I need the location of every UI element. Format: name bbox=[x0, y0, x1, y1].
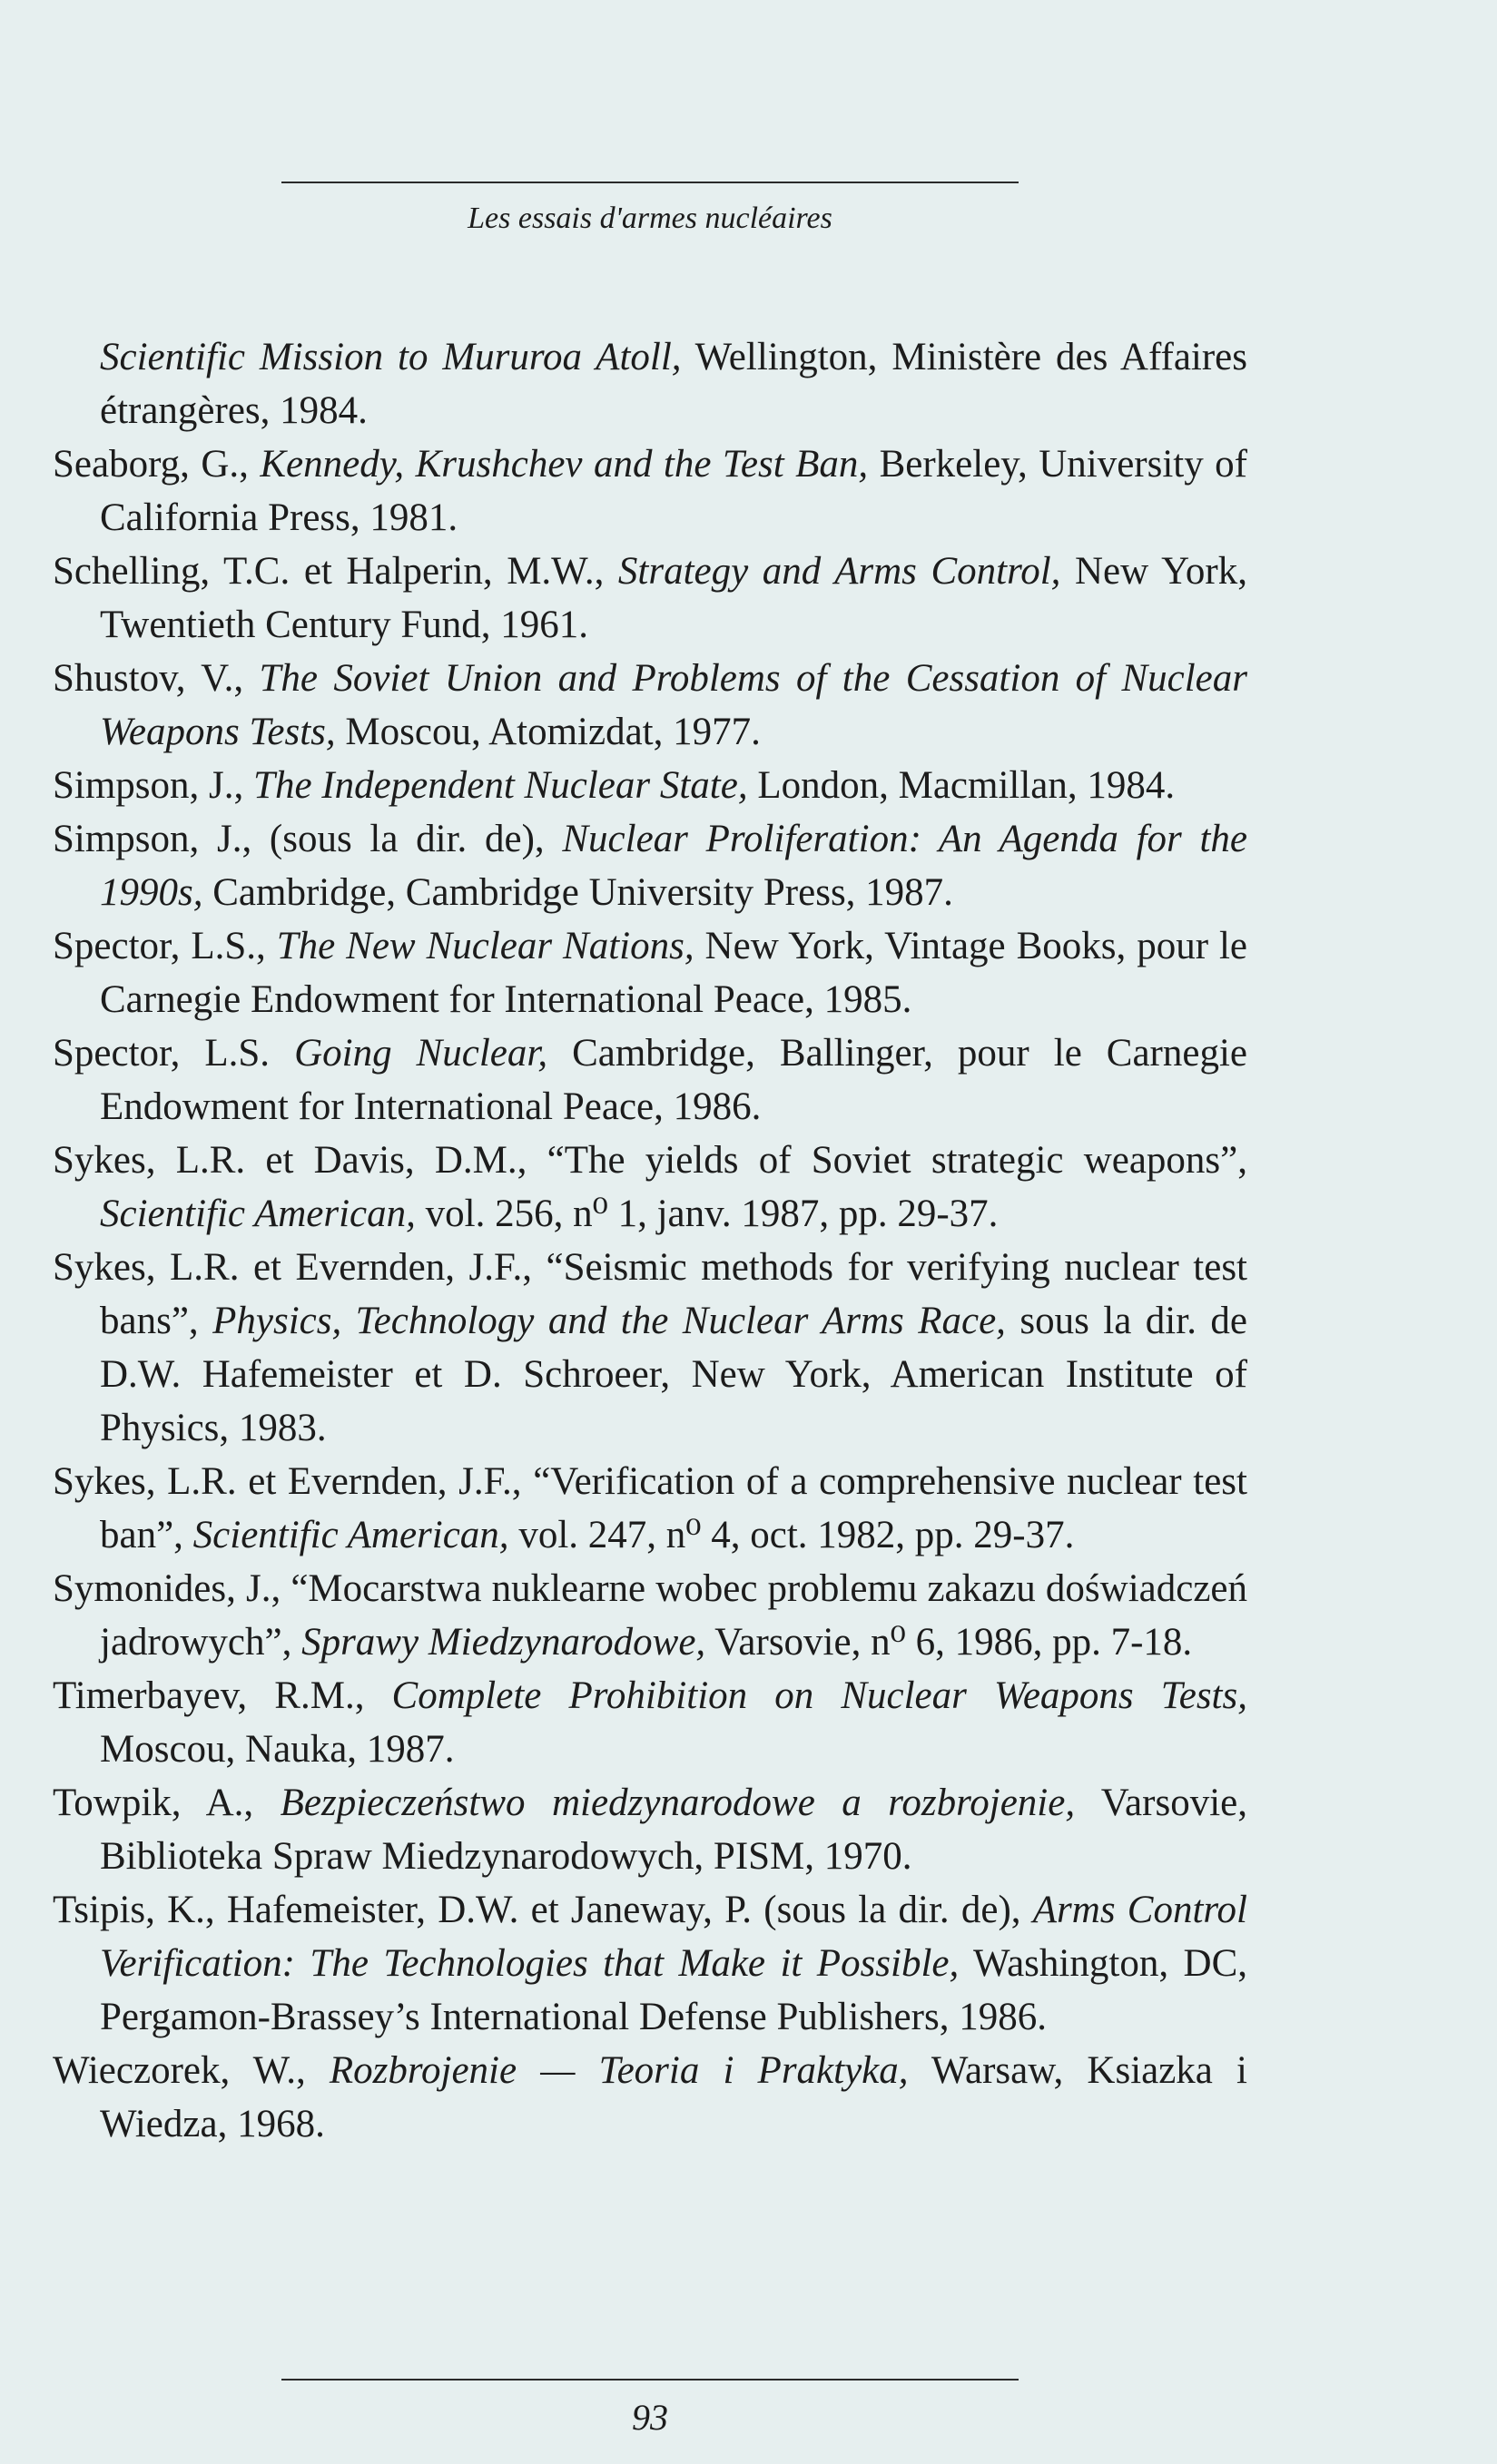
bibliography-entry bbox=[53, 759, 1247, 812]
bibliography-entry bbox=[53, 330, 1247, 437]
entry-text: Wieczorek, W., bbox=[53, 2049, 330, 2092]
running-title: Les essais d'armes nucléaires bbox=[468, 201, 832, 235]
entry-title: Complete Prohibition on Nuclear Weapons Tests, bbox=[391, 1674, 1247, 1717]
entry-text: Schelling, T.C. et Halperin, M.W., bbox=[53, 550, 618, 593]
entry-title: The Independent Nuclear State, bbox=[253, 764, 748, 807]
entry-text: Shustov, V., bbox=[53, 657, 260, 700]
bibliography-list bbox=[53, 330, 1247, 2151]
bibliography-entry bbox=[53, 545, 1247, 652]
bibliography-entry bbox=[53, 1026, 1247, 1134]
entry-text: Towpik, A., bbox=[53, 1782, 281, 1824]
bibliography-entry bbox=[53, 1241, 1247, 1455]
bibliography-entry bbox=[53, 437, 1247, 545]
page-number: 93 bbox=[632, 2397, 668, 2438]
entry-text: Sykes, L.R. et Davis, D.M., “The yields of Soviet strategic weapons”, bbox=[53, 1139, 1247, 1182]
entry-text: Timerbayev, R.M., bbox=[53, 1674, 392, 1717]
entry-title: Scientific American, bbox=[192, 1514, 509, 1556]
entry-text: Simpson, J., (sous la dir. de), bbox=[53, 818, 563, 860]
entry-text: New York, Twentieth Century Fund, 1961. bbox=[100, 550, 1247, 646]
entry-text: Washington, DC, Pergamon-Brassey’s International Defense Publishers, 1986. bbox=[100, 1942, 1247, 2038]
entry-text: Moscou, Atomizdat, 1977. bbox=[335, 711, 761, 753]
entry-title: Strategy and Arms Control, bbox=[617, 550, 1061, 593]
entry-text: vol. 256, n⁰ 1, janv. 1987, pp. 29-37. bbox=[415, 1193, 999, 1235]
bibliography-entry bbox=[53, 1134, 1247, 1241]
entry-title: The New Nuclear Nations, bbox=[276, 925, 694, 967]
footer-rule bbox=[281, 2379, 1019, 2381]
entry-title: Kennedy, Krushchev and the Test Ban, bbox=[260, 443, 869, 486]
entry-text: Varsovie, n⁰ 6, 1986, pp. 7-18. bbox=[705, 1621, 1193, 1664]
entry-text: Seaborg, G., bbox=[53, 443, 261, 486]
bibliography-entry bbox=[53, 2044, 1247, 2151]
entry-title: The Soviet Union and Problems of the Cessation of Nuclear Weapons Tests, bbox=[100, 657, 1247, 753]
entry-title: Scientific American, bbox=[100, 1193, 416, 1235]
entry-title: Physics, Technology and the Nuclear Arms Race, bbox=[212, 1300, 1006, 1342]
bibliography-entry bbox=[53, 919, 1247, 1026]
entry-title: Nuclear Proliferation: An Agenda for the 1990s, bbox=[100, 818, 1247, 914]
entry-text: Cambridge, Ballinger, pour le Carnegie Endowment for International Peace, 1986. bbox=[100, 1032, 1247, 1128]
bibliography-entry bbox=[53, 812, 1247, 919]
entry-text: Warsaw, Ksiazka i Wiedza, 1968. bbox=[100, 2049, 1247, 2145]
bibliography-entry bbox=[53, 1883, 1247, 2044]
entry-text: Berkeley, University of California Press, 1981. bbox=[100, 443, 1247, 539]
entry-text: Spector, L.S., bbox=[53, 925, 277, 967]
entry-text: Wellington, Ministère des Affaires étrangères, 1984. bbox=[100, 336, 1247, 432]
entry-text: Simpson, J., bbox=[53, 764, 254, 807]
entry-title: Rozbrojenie — Teoria i Praktyka, bbox=[329, 2049, 909, 2092]
bibliography-entry bbox=[53, 1562, 1247, 1669]
bibliography-entry bbox=[53, 1669, 1247, 1776]
entry-title: Bezpieczeństwo miedzynarodowe a rozbrojenie, bbox=[280, 1782, 1076, 1824]
entry-text: New York, Vintage Books, pour le Carnegie Endowment for International Peace, 1985. bbox=[100, 925, 1247, 1021]
entry-title: Going Nuclear, bbox=[294, 1032, 548, 1075]
entry-text: London, Macmillan, 1984. bbox=[747, 764, 1176, 807]
entry-text: sous la dir. de D.W. Hafemeister et D. Schroeer, New York, American Institute of Physics, 1983. bbox=[100, 1300, 1247, 1449]
entry-text: Sykes, L.R. et Evernden, J.F., “Verification of a comprehensive nuclear test ban”, bbox=[53, 1460, 1247, 1556]
entry-text: Varsovie, Biblioteka Spraw Miedzynarodowych, PISM, 1970. bbox=[100, 1782, 1247, 1878]
entry-title: Scientific Mission to Mururoa Atoll, bbox=[100, 336, 682, 378]
entry-text: Tsipis, K., Hafemeister, D.W. et Janeway, P. (sous la dir. de), bbox=[53, 1889, 1033, 1931]
bibliography-entry bbox=[53, 1455, 1247, 1562]
entry-text: Symonides, J., “Mocarstwa nuklearne wobec problemu zakazu doświadczeń jadrowych”, bbox=[53, 1567, 1247, 1664]
header-rule bbox=[281, 182, 1019, 183]
entry-title: Arms Control Verification: The Technologies that Make it Possible, bbox=[100, 1889, 1248, 1985]
entry-text: Sykes, L.R. et Evernden, J.F., “Seismic methods for verifying nuclear test bans”, bbox=[53, 1246, 1247, 1342]
entry-text: Cambridge, Cambridge University Press, 1987. bbox=[202, 871, 953, 914]
entry-text: vol. 247, n⁰ 4, oct. 1982, pp. 29-37. bbox=[508, 1514, 1075, 1556]
bibliography-entry bbox=[53, 652, 1247, 759]
entry-title: Sprawy Miedzynarodowe, bbox=[301, 1621, 706, 1664]
bibliography-entry bbox=[53, 1776, 1247, 1883]
entry-text: Spector, L.S. bbox=[53, 1032, 295, 1075]
entry-text: Moscou, Nauka, 1987. bbox=[100, 1728, 455, 1771]
